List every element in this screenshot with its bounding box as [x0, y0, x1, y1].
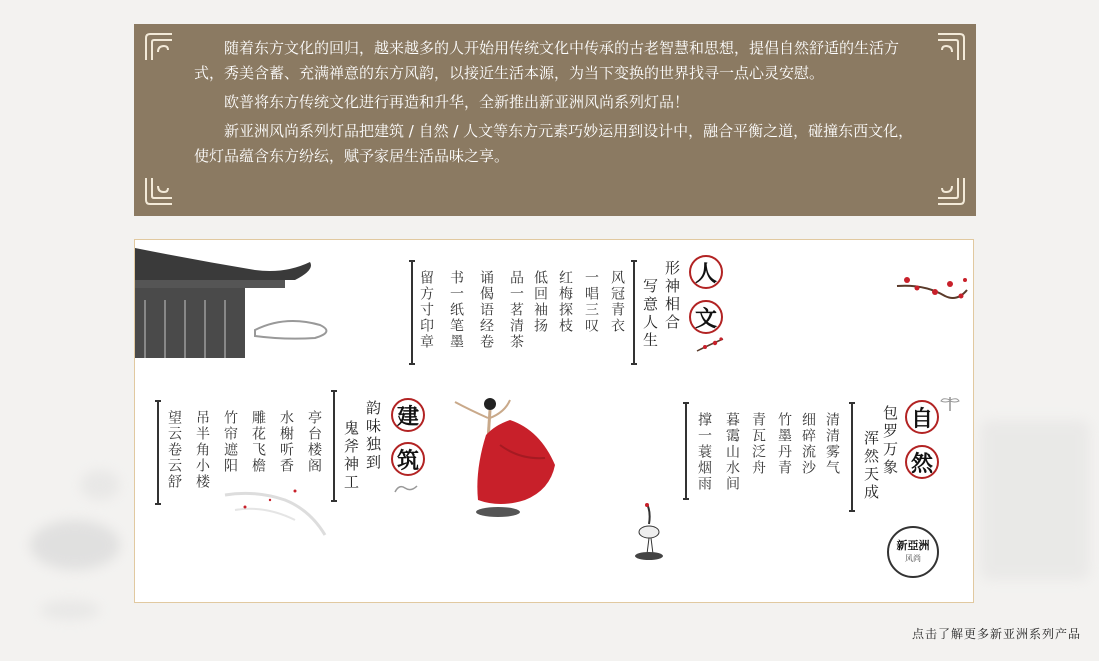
jianzhu-item: 水榭听香	[278, 410, 294, 474]
ziran-item: 撑一蓑烟雨	[696, 412, 712, 492]
ziran-item: 竹墨丹青	[776, 412, 792, 476]
ziran-item: 细碎流沙	[800, 412, 816, 476]
renwen-subtitle: 写意人生	[641, 278, 659, 350]
ziran-item: 暮霭山水间	[724, 412, 740, 492]
corner-ornament-icon	[936, 176, 966, 206]
dragonfly-icon	[939, 395, 961, 413]
renwen-title: 形神相合	[663, 260, 681, 332]
jianzhu-badge-2: 筑	[391, 442, 425, 476]
corner-ornament-icon	[936, 32, 966, 62]
renwen-item: 品一茗清茶	[508, 270, 524, 350]
dancer-illustration	[450, 390, 560, 520]
renwen-item: 书一纸笔墨	[448, 270, 464, 350]
renwen-badge-1: 人	[689, 255, 723, 289]
renwen-item: 一唱三叹	[583, 270, 599, 334]
plum-sprig-icon	[695, 335, 725, 355]
brand-logo-text: 新亞洲	[896, 539, 930, 552]
renwen-item: 红梅探枝	[557, 270, 573, 334]
divider-line	[851, 402, 853, 512]
jianzhu-item: 望云卷云舒	[166, 410, 182, 490]
divider-line	[157, 400, 159, 505]
renwen-item: 风冠青衣	[609, 270, 625, 334]
jianzhu-badge-1: 建	[391, 398, 425, 432]
ziran-badge-2: 然	[905, 445, 939, 479]
pavilion-roof-illustration	[135, 240, 335, 360]
renwen-badge-2: 文	[689, 300, 723, 334]
jianzhu-item: 亭台楼阁	[306, 410, 322, 474]
jianzhu-item: 雕花飞檐	[250, 410, 266, 474]
cloud-swirl-icon	[393, 482, 419, 496]
divider-line	[633, 260, 635, 365]
ziran-subtitle: 浑然天成	[862, 430, 880, 502]
intro-paragraph-3: 新亚洲风尚系列灯品把建筑 / 自然 / 人文等东方元素巧妙运用到设计中，融合平衡之道，碰撞东西文化，使灯品蕴含东方纷纭，赋予家居生活品味之享。	[194, 122, 914, 165]
corner-ornament-icon	[144, 32, 174, 62]
intro-paragraph-2: 欧普将东方传统文化进行再造和升华，全新推出新亚洲风尚系列灯品！	[224, 93, 690, 111]
plum-blossom-illustration	[895, 266, 970, 306]
ziran-badge-1: 自	[905, 400, 939, 434]
brand-logo	[887, 526, 939, 578]
ziran-item: 清清雾气	[824, 412, 840, 476]
renwen-item: 诵偈语经卷	[478, 270, 494, 350]
ziran-item: 青瓦泛舟	[750, 412, 766, 476]
jianzhu-item: 竹帘遮阳	[222, 410, 238, 474]
brush-stroke-illustration	[215, 485, 335, 545]
corner-ornament-icon	[144, 176, 174, 206]
feature-panel	[134, 239, 974, 603]
intro-banner	[134, 24, 976, 216]
jianzhu-item: 吊半角小楼	[194, 410, 210, 490]
intro-paragraph-1: 随着东方文化的回归，越来越多的人开始用传统文化中传承的古老智慧和思想，提倡自然舒适的生活方式，秀美含蓄、充满禅意的东方风韵，以接近生活本源，为当下变换的世界找寻一点心灵安慰。	[194, 39, 900, 82]
jianzhu-subtitle: 鬼斧神工	[342, 420, 360, 492]
divider-line	[411, 260, 413, 365]
brand-logo-subtext: 风尚	[905, 554, 921, 563]
crane-illustration	[627, 502, 667, 562]
ziran-title: 包罗万象	[881, 405, 899, 477]
jianzhu-title: 韵味独到	[364, 400, 382, 472]
divider-line	[685, 402, 687, 500]
renwen-item: 留方寸印章	[418, 270, 434, 350]
renwen-item: 低回袖扬	[532, 270, 548, 334]
more-products-link[interactable]: 点击了解更多新亚洲系列产品	[911, 627, 1081, 641]
